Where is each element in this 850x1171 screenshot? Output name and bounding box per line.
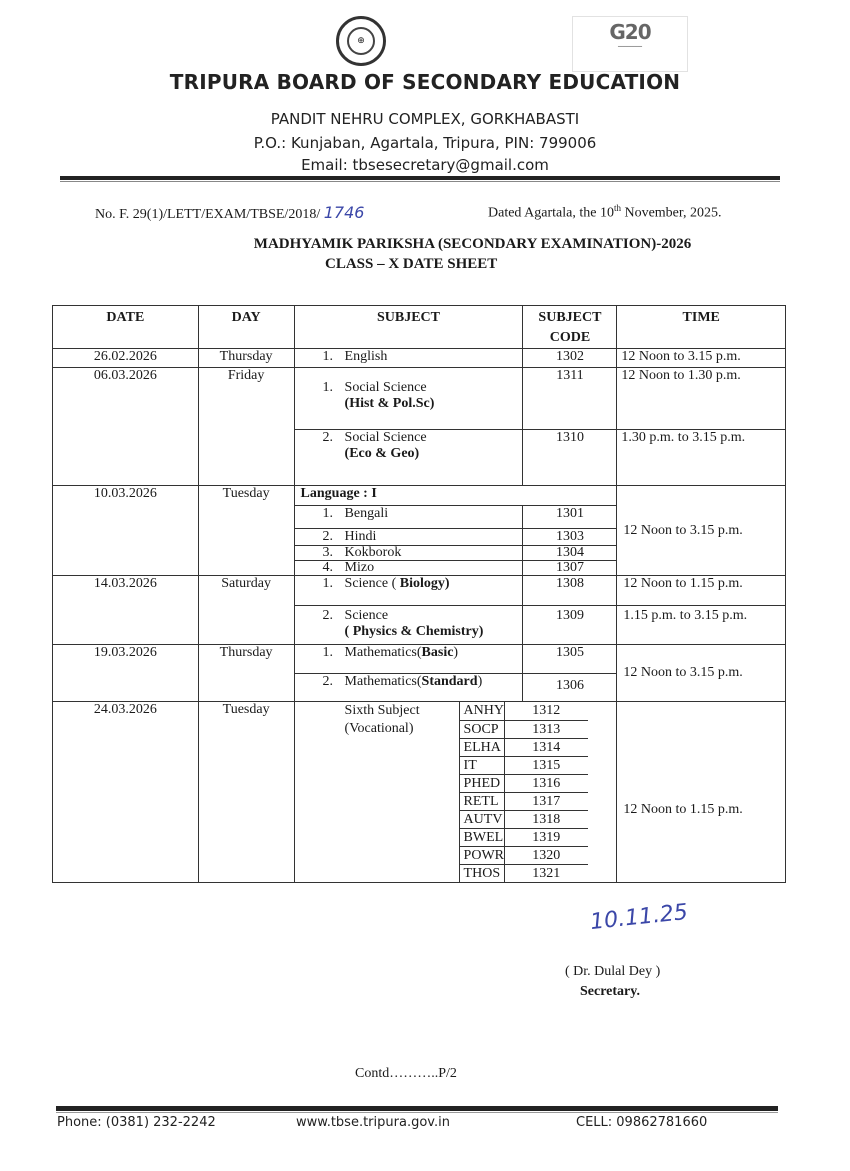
date-cell: 06.03.2026 (53, 368, 199, 486)
subject-name: Mathematics( (344, 645, 422, 660)
subject-cell (294, 368, 523, 430)
time-cell: 12 Noon to 1.30 p.m. (617, 368, 786, 430)
subject-cell (294, 349, 523, 368)
vocational-row (459, 702, 588, 720)
vocational-row (459, 846, 588, 864)
dated-line (488, 203, 722, 222)
code-cell: 1307 (523, 561, 617, 576)
subject-subtitle: (Eco & Geo) (344, 446, 420, 461)
g20-logo-icon: G20 ━━━━━━━━ (572, 16, 688, 72)
day-cell: Thursday (198, 645, 294, 702)
vocational-abbr: AUTV (459, 810, 504, 828)
table-row (53, 645, 786, 674)
vocational-abbr: THOS (459, 864, 504, 882)
vocational-table (459, 702, 588, 882)
vocational-abbr: IT (459, 756, 504, 774)
tbse-seal-icon: ⊕ (336, 16, 386, 66)
item-number: 2. (322, 529, 334, 544)
organization-name: TRIPURA BOARD OF SECONDARY EDUCATION (169, 70, 681, 94)
vocational-code: 1316 (505, 774, 588, 792)
header-code-line1: SUBJECT (538, 310, 602, 325)
handwritten-number: 1746 (323, 203, 365, 222)
vocational-abbr: POWR (459, 846, 504, 864)
dated-suffix: November, 2025. (620, 205, 722, 221)
code-cell: 1311 (523, 368, 617, 430)
subject-bold: Standard (421, 674, 478, 689)
subject-cell (294, 430, 523, 486)
time-cell: 12 Noon to 1.15 p.m. (617, 702, 786, 883)
subject-tail: ) (453, 645, 459, 660)
vocational-abbr: PHED (459, 774, 504, 792)
day-cell: Saturday (198, 576, 294, 645)
subject-cell (294, 561, 523, 576)
item-number: 1. (322, 645, 334, 660)
signatory-title: Secretary. (580, 984, 640, 999)
code-cell: 1308 (523, 576, 617, 606)
date-sheet-title: CLASS – X DATE SHEET (325, 256, 498, 272)
time-cell: 12 Noon to 3.15 p.m. (617, 349, 786, 368)
date-cell: 14.03.2026 (53, 576, 199, 645)
time-cell: 1.15 p.m. to 3.15 p.m. (617, 606, 786, 645)
vocational-abbr: ELHA (459, 738, 504, 756)
dated-sup: th (613, 203, 621, 213)
code-cell: 1310 (523, 430, 617, 486)
code-cell: 1301 (523, 506, 617, 529)
subject-subtitle: ( Physics & Chemistry) (344, 624, 484, 639)
date-cell: 24.03.2026 (53, 702, 199, 883)
vocational-row (459, 828, 588, 846)
vocational-abbr: ANHY (459, 702, 504, 720)
vocational-row (459, 810, 588, 828)
table-row (53, 486, 786, 506)
vocational-row (459, 756, 588, 774)
subject-cell (294, 506, 523, 529)
dated-prefix: Dated Agartala, the 10 (488, 205, 614, 221)
vocational-code: 1314 (505, 738, 588, 756)
time-cell: 12 Noon to 3.15 p.m. (617, 486, 786, 576)
subject-subtitle: (Hist & Pol.Sc) (344, 396, 435, 411)
item-number: 2. (322, 608, 334, 623)
item-number: 1. (322, 349, 334, 364)
code-cell: 1302 (523, 349, 617, 368)
footer-website[interactable]: www.tbse.tripura.gov.in (296, 1115, 450, 1130)
vocational-abbr: RETL (459, 792, 504, 810)
vocational-code: 1313 (505, 720, 588, 738)
vocational-code: 1315 (505, 756, 588, 774)
item-number: 4. (322, 560, 334, 575)
subject-tail: ) (444, 576, 450, 591)
vocational-code: 1319 (505, 828, 588, 846)
subject-cell (294, 674, 523, 702)
subject-name: English (344, 349, 388, 364)
table-row (53, 576, 786, 606)
exam-title: MADHYAMIK PARIKSHA (SECONDARY EXAMINATION)-2026 (253, 236, 692, 252)
vocational-row (459, 720, 588, 738)
code-cell: 1306 (523, 674, 617, 702)
time-cell: 1.30 p.m. to 3.15 p.m. (617, 430, 786, 486)
date-cell: 19.03.2026 (53, 645, 199, 702)
item-number: 1. (322, 380, 334, 395)
table-row (53, 702, 786, 883)
subject-name: Science (344, 608, 389, 623)
subject-cell (294, 576, 523, 606)
subject-name: Mathematics( (344, 674, 422, 689)
reference-prefix: No. F. 29(1)/LETT/EXAM/TBSE/2018/ (95, 207, 324, 222)
header-day: DAY (198, 306, 294, 349)
subject-name: Kokborok (344, 545, 402, 560)
date-cell: 26.02.2026 (53, 349, 199, 368)
item-number: 2. (322, 430, 334, 445)
subject-name: Bengali (344, 506, 389, 521)
date-cell: 10.03.2026 (53, 486, 199, 576)
table-header-row (53, 306, 786, 349)
subject-name: Mizo (344, 560, 375, 575)
day-cell: Thursday (198, 349, 294, 368)
subject-cell (294, 529, 523, 546)
email-line: Email: tbsesecretary@gmail.com (301, 156, 549, 174)
subject-name: Social Science (344, 380, 427, 395)
day-cell: Tuesday (198, 702, 294, 883)
code-cell: 1309 (523, 606, 617, 645)
vocational-abbr: BWEL (459, 828, 504, 846)
subject-name: Social Science (344, 430, 427, 445)
item-number: 1. (322, 506, 334, 521)
address-line-1: PANDIT NEHRU COMPLEX, GORKHABASTI (270, 110, 580, 128)
continued-note: Contd………..P/2 (355, 1066, 457, 1081)
subject-cell (294, 546, 523, 561)
code-cell: 1304 (523, 546, 617, 561)
item-number: 3. (322, 545, 334, 560)
footer-cell: CELL: 09862781660 (576, 1115, 708, 1130)
signatory-name: ( Dr. Dulal Dey ) (565, 964, 661, 979)
time-cell: 12 Noon to 1.15 p.m. (617, 576, 786, 606)
header-code (523, 306, 617, 349)
footer-divider (56, 1106, 778, 1111)
vocational-code: 1318 (505, 810, 588, 828)
vocational-row (459, 864, 588, 882)
day-cell: Friday (198, 368, 294, 486)
vocational-subjects-cell (294, 702, 617, 883)
time-cell: 12 Noon to 3.15 p.m. (617, 645, 786, 702)
subject-name: Hindi (344, 529, 377, 544)
subject-bold: Basic (421, 645, 454, 660)
vocational-code: 1320 (505, 846, 588, 864)
subject-cell (294, 606, 523, 645)
address-line-2: P.O.: Kunjaban, Agartala, Tripura, PIN: 799006 (253, 134, 597, 152)
item-number: 1. (322, 576, 334, 591)
table-row (53, 349, 786, 368)
footer-divider-thin (56, 1112, 778, 1113)
header-subject: SUBJECT (294, 306, 523, 349)
table-row (53, 368, 786, 430)
vocational-code: 1312 (505, 702, 588, 720)
header-time: TIME (617, 306, 786, 349)
language-group-label: Language : I (294, 486, 617, 506)
vocational-row (459, 774, 588, 792)
vocational-label-line2: (Vocational) (344, 721, 414, 736)
code-cell: 1303 (523, 529, 617, 546)
item-number: 2. (322, 674, 334, 689)
subject-cell (294, 645, 523, 674)
header-code-line2: CODE (549, 330, 591, 345)
day-cell: Tuesday (198, 486, 294, 576)
code-cell: 1305 (523, 645, 617, 674)
vocational-label-line1: Sixth Subject (344, 703, 420, 718)
subject-tail: ) (477, 674, 483, 689)
vocational-label (295, 702, 460, 882)
vocational-row (459, 738, 588, 756)
vocational-abbr: SOCP (459, 720, 504, 738)
date-sheet-table (52, 305, 786, 883)
header-divider (60, 176, 780, 180)
vocational-code: 1317 (505, 792, 588, 810)
vocational-row (459, 792, 588, 810)
subject-bold: Biology (399, 576, 445, 591)
vocational-code: 1321 (505, 864, 588, 882)
reference-number (95, 203, 364, 223)
signature-handwriting: 10.11.25 (588, 899, 690, 936)
subject-name: Science ( (344, 576, 400, 591)
header-date: DATE (53, 306, 199, 349)
header-divider-thin (60, 181, 780, 182)
footer-phone: Phone: (0381) 232-2242 (57, 1115, 216, 1130)
